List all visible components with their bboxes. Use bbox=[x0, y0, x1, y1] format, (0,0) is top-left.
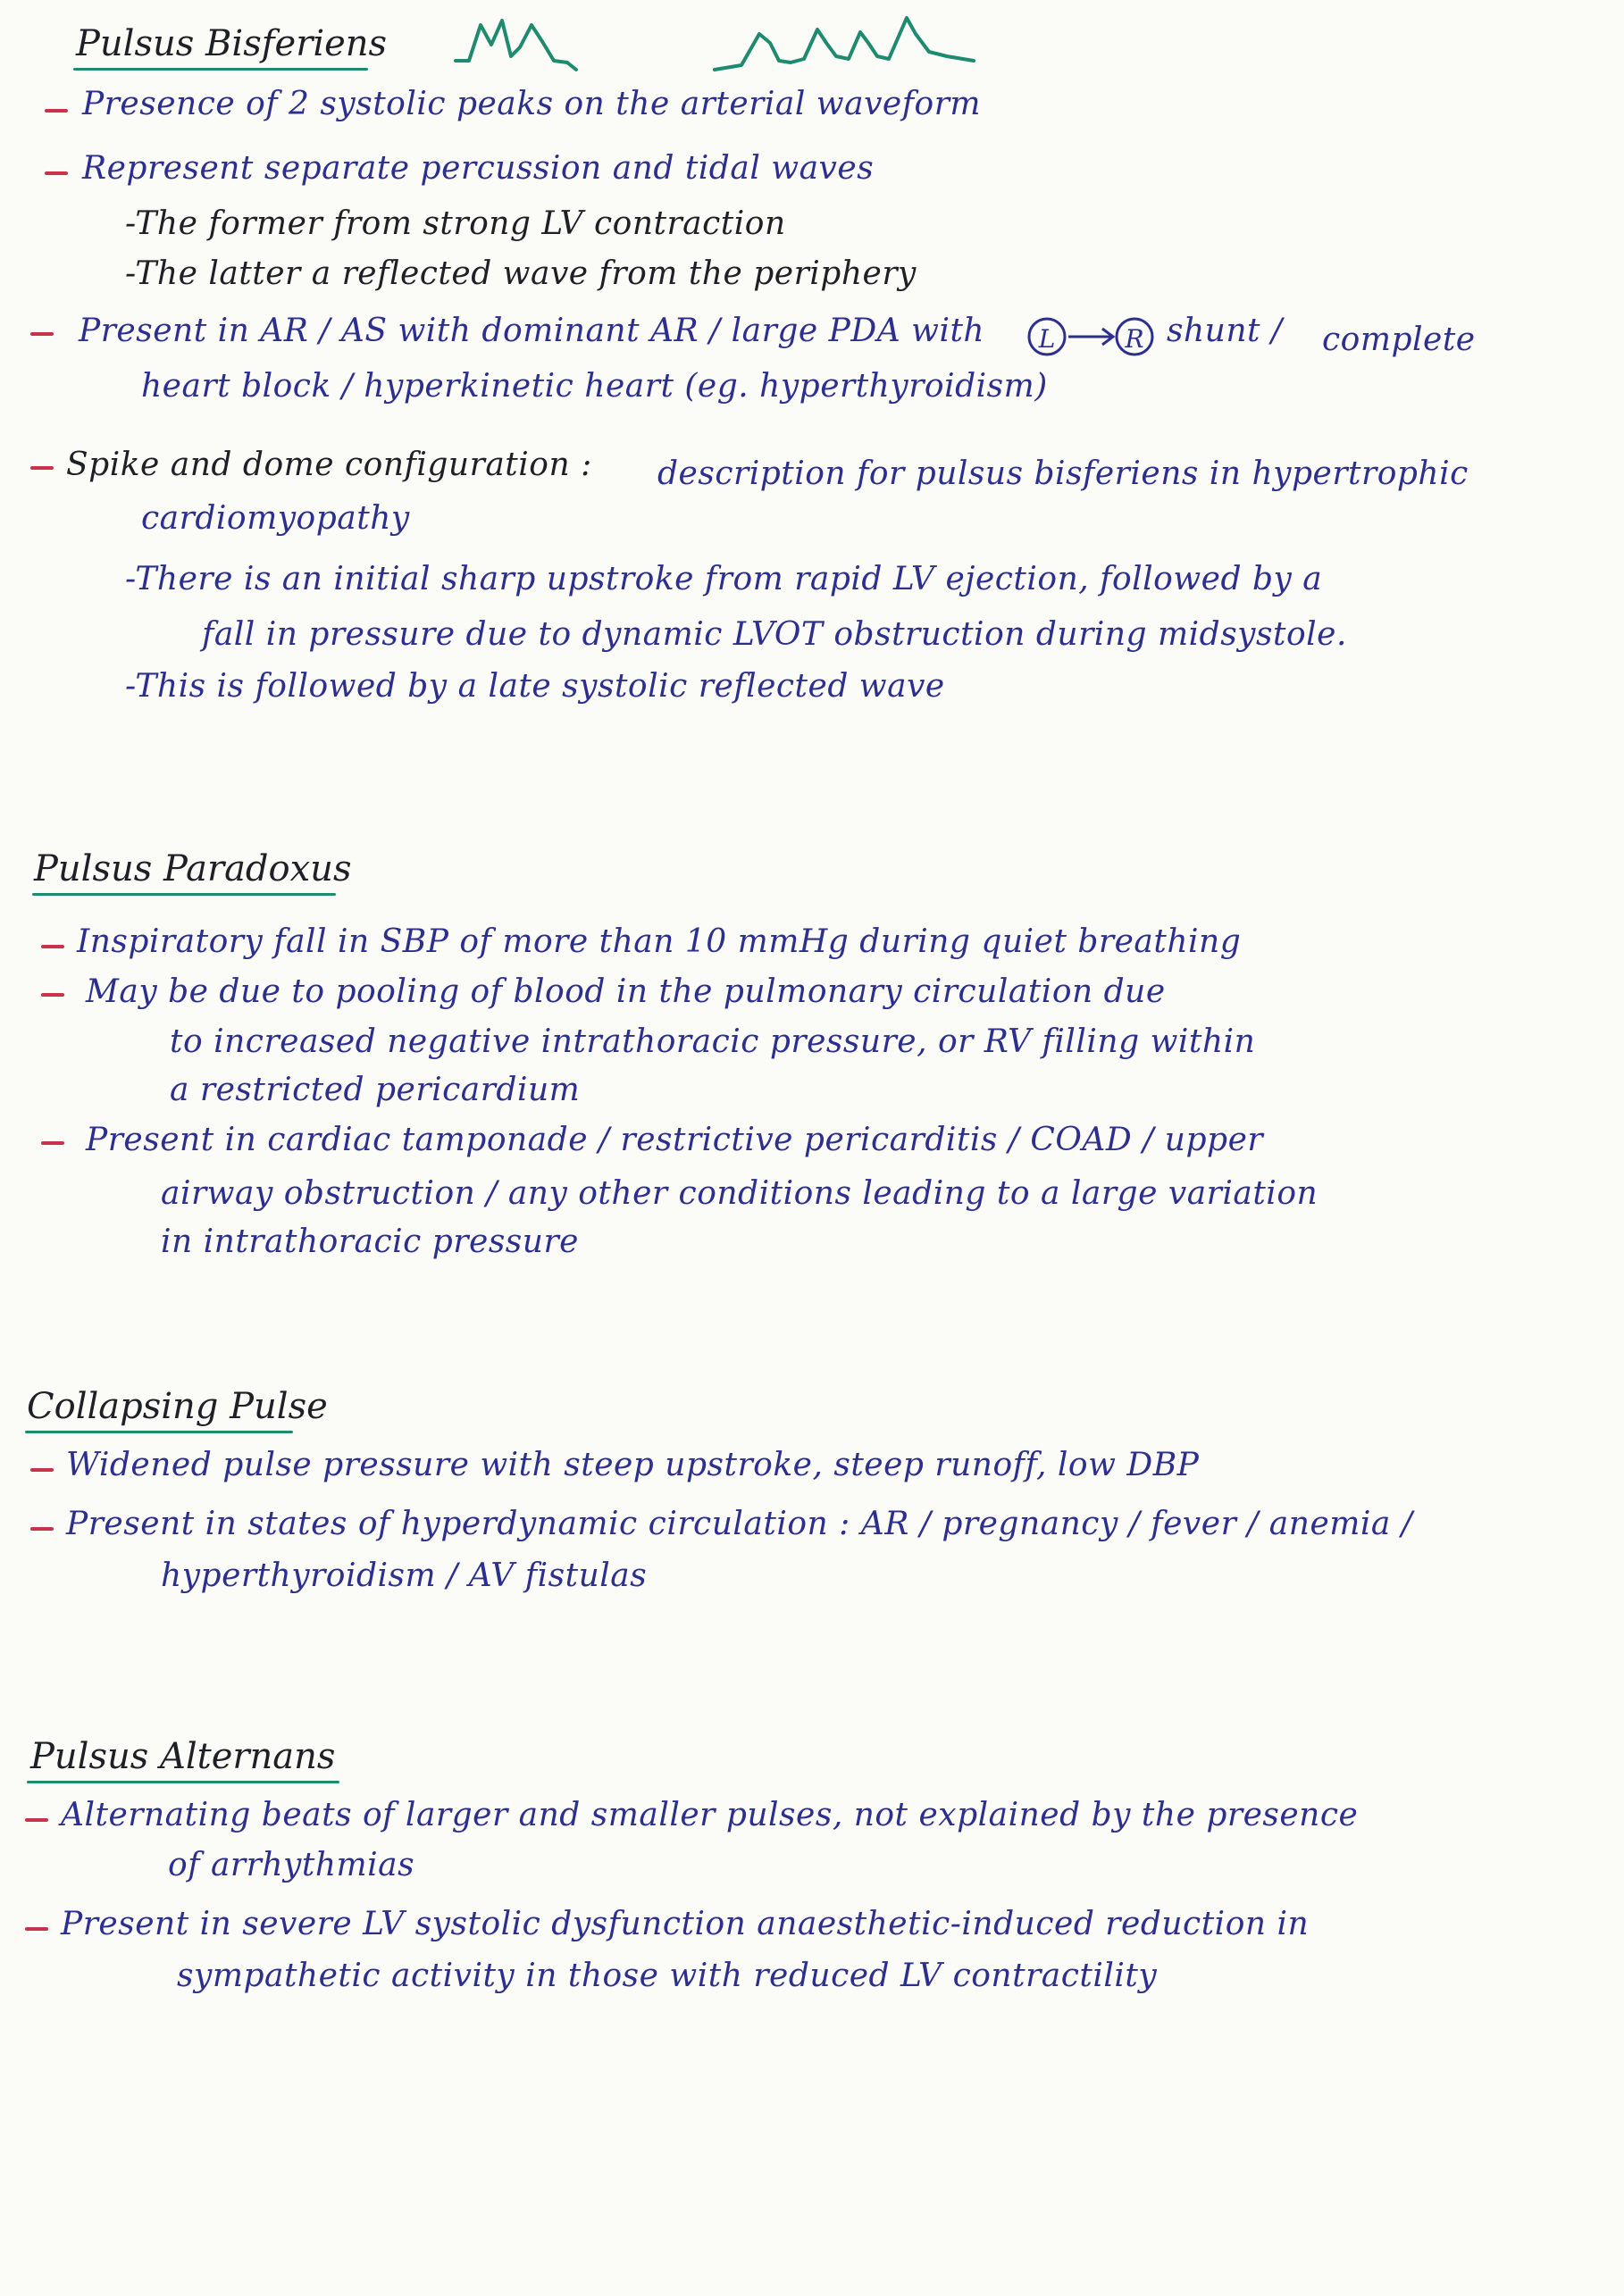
note-line: hyperthyroidism / AV fistulas bbox=[161, 1557, 648, 1594]
note-line: Presence of 2 systolic peaks on the arterial waveform bbox=[82, 86, 982, 122]
note-line: Present in states of hyperdynamic circulation : AR / pregnancy / fever / anemia / bbox=[66, 1506, 1413, 1542]
section-title: Pulsus Bisferiens bbox=[76, 23, 388, 64]
note-subline: -There is an initial sharp upstroke from rapid LV ejection, followed by a bbox=[125, 561, 1323, 597]
shunt-arrow-icon bbox=[1025, 314, 1158, 359]
note-subline: -The former from strong LV contraction bbox=[125, 205, 786, 242]
heading-underline bbox=[25, 1431, 293, 1433]
bullet-dash bbox=[30, 1527, 54, 1531]
note-line: Present in cardiac tamponade / restrictive pericarditis / COAD / upper bbox=[86, 1122, 1264, 1158]
bullet-dash bbox=[45, 109, 68, 113]
note-line: cardiomyopathy bbox=[141, 500, 410, 537]
bullet-dash bbox=[30, 466, 54, 470]
bisferiens-waveform-icon bbox=[447, 7, 1126, 79]
bullet-dash bbox=[45, 171, 68, 175]
heading-underline bbox=[32, 893, 336, 896]
bullet-dash bbox=[41, 993, 64, 997]
note-line: Present in severe LV systolic dysfunction anaesthetic-induced reduction in bbox=[61, 1906, 1310, 1942]
note-line: Inspiratory fall in SBP of more than 10 mmHg during quiet breathing bbox=[77, 923, 1242, 960]
note-subline: fall in pressure due to dynamic LVOT obstruction during midsystole. bbox=[202, 616, 1347, 653]
bullet-dash bbox=[25, 1927, 48, 1931]
shunt-to-label: R bbox=[1125, 324, 1144, 354]
heading-underline bbox=[27, 1781, 339, 1783]
section-title: Pulsus Alternans bbox=[30, 1736, 336, 1777]
note-line: to increased negative intrathoracic pressure, or RV filling within bbox=[170, 1023, 1256, 1060]
section-title: Collapsing Pulse bbox=[27, 1386, 328, 1427]
note-line: heart block / hyperkinetic heart (eg. hyperthyroidism) bbox=[141, 368, 1048, 405]
note-subline: -This is followed by a late systolic reflected wave bbox=[125, 668, 945, 705]
note-line: in intrathoracic pressure bbox=[161, 1223, 579, 1260]
bullet-dash bbox=[25, 1818, 48, 1822]
note-line: Present in AR / AS with dominant AR / large PDA with bbox=[79, 313, 985, 349]
note-line: Widened pulse pressure with steep upstroke, steep runoff, low DBP bbox=[66, 1447, 1200, 1483]
note-line: Represent separate percussion and tidal waves bbox=[82, 150, 875, 187]
bullet-dash bbox=[41, 1141, 64, 1145]
note-line: a restricted pericardium bbox=[170, 1072, 581, 1108]
note-line: May be due to pooling of blood in the pulmonary circulation due bbox=[86, 973, 1166, 1010]
note-line: airway obstruction / any other conditions leading to a large variation bbox=[161, 1175, 1318, 1212]
note-line: of arrhythmias bbox=[168, 1847, 415, 1883]
note-line: sympathetic activity in those with reduced LV contractility bbox=[177, 1958, 1158, 1994]
note-subline: -The latter a reflected wave from the periphery bbox=[125, 255, 917, 292]
shunt-from-label: L bbox=[1038, 324, 1056, 354]
note-line: shunt / bbox=[1167, 313, 1283, 349]
note-line: Spike and dome configuration : bbox=[66, 447, 592, 483]
bullet-dash bbox=[30, 1468, 54, 1472]
note-line: complete bbox=[1322, 321, 1476, 358]
bullet-dash bbox=[41, 945, 64, 948]
note-line: Alternating beats of larger and smaller pulses, not explained by the presence bbox=[61, 1797, 1359, 1833]
heading-underline bbox=[73, 68, 368, 71]
section-title: Pulsus Paradoxus bbox=[34, 848, 352, 889]
note-line: description for pulsus bisferiens in hypertrophic bbox=[657, 455, 1469, 492]
bullet-dash bbox=[30, 332, 54, 336]
